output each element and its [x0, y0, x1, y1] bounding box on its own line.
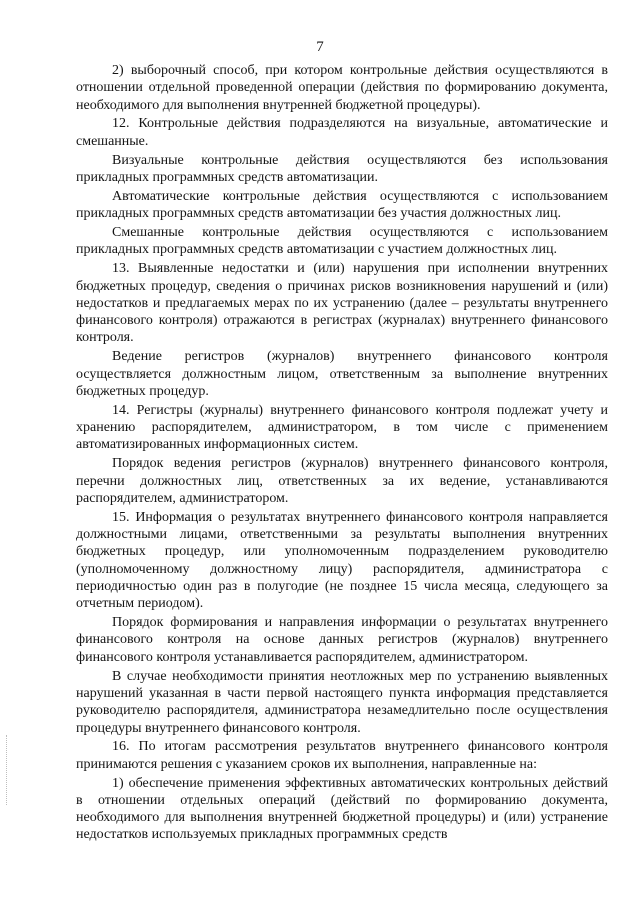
paragraph-information-procedure: Порядок формирования и направления информации о результатах внутреннего финансового контроля на основе данных регистров (журналов) внутреннего финансового контроля устанавливается распорядителем, администратором.	[76, 615, 608, 665]
paragraph-13-results: 13. Выявленные недостатки и (или) нарушения при исполнении внутренних бюджетных процедур, сведения о причинах рисков возникновения нарушений и (или) недостатков и предлагаемых мерах по их устранению (далее – результаты внутреннего финансового контроля) отражаются в регистрах (журналах) внутреннего финансового контроля.	[76, 261, 608, 346]
document-body	[76, 62, 608, 845]
scan-margin-marks	[6, 735, 10, 805]
paragraph-register-procedure: Порядок ведения регистров (журналов) внутреннего финансового контроля, перечни должностных лиц, ответственных за их ведение, устанавливаются распорядителем, администратором.	[76, 456, 608, 506]
paragraph-urgent-measures: В случае необходимости принятия неотложных мер по устранению выявленных нарушений указанная в части первой настоящего пункта информация представляется руководителю распорядителя, администратора незамедлительно после осуществления процедуры внутреннего финансового контроля.	[76, 668, 608, 736]
paragraph-15-information: 15. Информация о результатах внутреннего финансового контроля направляется должностными лицами, ответственными за результаты выполнения внутренних бюджетных процедур, или уполномоченным подразделением руководителю (уполномоченному должностному лицу) распорядителя, администратора с периодичностью один раз в полугодие (не позднее 15 числа месяца, следующего за отчетным периодом).	[76, 509, 608, 612]
paragraph-visual-control: Визуальные контрольные действия осуществляются без использования прикладных программных средств автоматизации.	[76, 152, 608, 185]
paragraph-12-control-types: 12. Контрольные действия подразделяются на визуальные, автоматические и смешанные.	[76, 116, 608, 149]
paragraph-2-selective-method: 2) выборочный способ, при котором контрольные действия осуществляются в отношении отдельной проведенной операции (действия по формированию документа, необходимого для выполнения внутренней бюджетной процедуры).	[76, 63, 608, 113]
page-number: 7	[316, 39, 324, 55]
paragraph-14-register-storage: 14. Регистры (журналы) внутреннего финансового контроля подлежат учету и хранению распорядителем, администратором, в том числе с применением автоматизированных информационных систем.	[76, 402, 608, 453]
paragraph-16-decisions: 16. По итогам рассмотрения результатов внутреннего финансового контроля принимаются решения с указанием сроков их выполнения, направленные на:	[76, 739, 608, 772]
paragraph-register-keeping: Ведение регистров (журналов) внутреннего финансового контроля осуществляется должностным лицом, ответственным за выполнение внутренних бюджетных процедур.	[76, 349, 608, 399]
paragraph-automatic-control: Автоматические контрольные действия осуществляются с использованием прикладных программных средств автоматизации без участия должностных лиц.	[76, 188, 608, 222]
paragraph-mixed-control: Смешанные контрольные действия осуществляются с использованием прикладных программных средств автоматизации с участием должностных лиц.	[76, 225, 608, 258]
paragraph-decision-item-1: 1) обеспечение применения эффективных автоматических контрольных действий в отношении отдельных операций (действий по формированию документа, необходимого для выполнения внутренней бюджетной процедуры) и (или) устранение недостатков используемых прикладных программных средств	[76, 775, 608, 843]
